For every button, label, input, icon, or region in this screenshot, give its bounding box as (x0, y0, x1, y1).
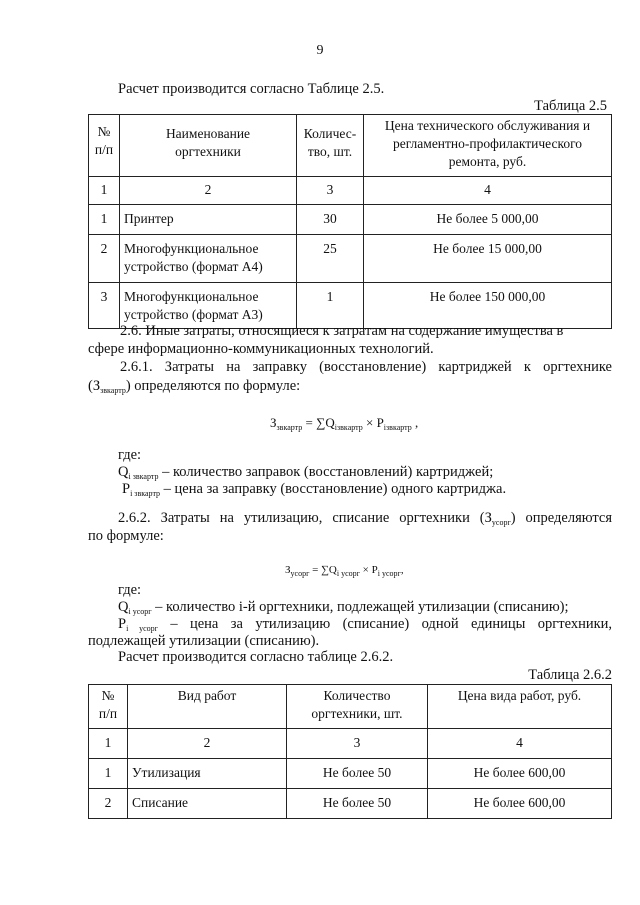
definition-p-disposal: $P_{i усорг}$ – цена за утилизацию (списание) одной единицы оргтехники, (118, 616, 613, 633)
table2-caption: Таблица 2.6.2 (528, 667, 612, 683)
section-2-6-1-line1: 2.6.1. Затраты на заправку (восстановление) картриджей к оргтехнике (120, 359, 612, 375)
table-row: 2 Списание Не более 50 Не более 600,00 (89, 789, 612, 819)
header-price: Цена технического обслуживания и регламентно-профилактического ремонта, руб. (364, 115, 612, 177)
definition-p-cartridge: $P_{i звкартр}$ – цена за заправку (восстановление) одного картриджа. (122, 481, 507, 498)
header-number: № п/п (89, 115, 120, 177)
table2-intro: Расчет производится согласно таблице 2.6.2. (118, 649, 394, 665)
header-name: Наименование оргтехники (120, 115, 297, 177)
definition-q-cartridge: $Q_{i звкартр}$ – количество заправок (восстановлений) картриджей; (118, 464, 494, 481)
table-header-row (89, 685, 612, 729)
section-2-6-2-line2: по формуле: (88, 528, 164, 544)
header-number: № п/п (89, 685, 128, 729)
table1-intro: Расчет производится согласно Таблице 2.5. (118, 81, 385, 97)
table-numbering-row: 1 2 3 4 (89, 729, 612, 759)
header-price: Цена вида работ, руб. (428, 685, 612, 729)
header-work-type: Вид работ (128, 685, 287, 729)
page-number: 9 (316, 43, 324, 58)
table-row: 1 Утилизация Не более 50 Не более 600,00 (89, 759, 612, 789)
definition-q-disposal: $Q_{i усорг}$ – количество i-й оргтехники, подлежащей утилизации (списанию); (118, 599, 569, 616)
table-numbering-row: 1 2 3 4 (89, 177, 612, 205)
definition-p-disposal-cont: подлежащей утилизации (списанию). (88, 633, 320, 649)
table1-caption: Таблица 2.5 (534, 98, 607, 114)
where-label-2: где: (118, 582, 142, 598)
table-2-6-2 (88, 684, 612, 819)
formula-disposal: $З_{усорг} = \sum Q_{i усорг} \times P_{i усорг}$, (285, 564, 404, 578)
where-label: где: (118, 447, 142, 463)
table-header-row (89, 115, 612, 177)
table-row: 2 Многофункциональное устройство (формат А4) 25 Не более 15 000,00 (89, 235, 612, 283)
table-2-5 (88, 114, 612, 329)
table-row: 3 Многофункциональное устройство (формат А3) 1 Не более 150 000,00 (89, 283, 612, 329)
table-row: 1 Принтер 30 Не более 5 000,00 (89, 205, 612, 235)
section-2-6-2-line1: 2.6.2. Затраты на утилизацию, списание оргтехники $(З_{усорг})$ определяются (118, 510, 613, 527)
section-2-6: 2.6. Иные затраты, относящиеся к затратам на содержание имущества в сфере информационно-коммуникационных технологий. (88, 323, 564, 357)
header-quantity: Количес- тво, шт. (297, 115, 364, 177)
formula-cartridge: $З_{звкартр} = \sum Q_{iзвкартр} \times P_{iзвкартр}$ , (270, 415, 419, 432)
header-quantity: Количество оргтехники, шт. (287, 685, 428, 729)
section-2-6-1-line2: $(З_{звкартр})$ определяются по формуле: (88, 378, 301, 395)
